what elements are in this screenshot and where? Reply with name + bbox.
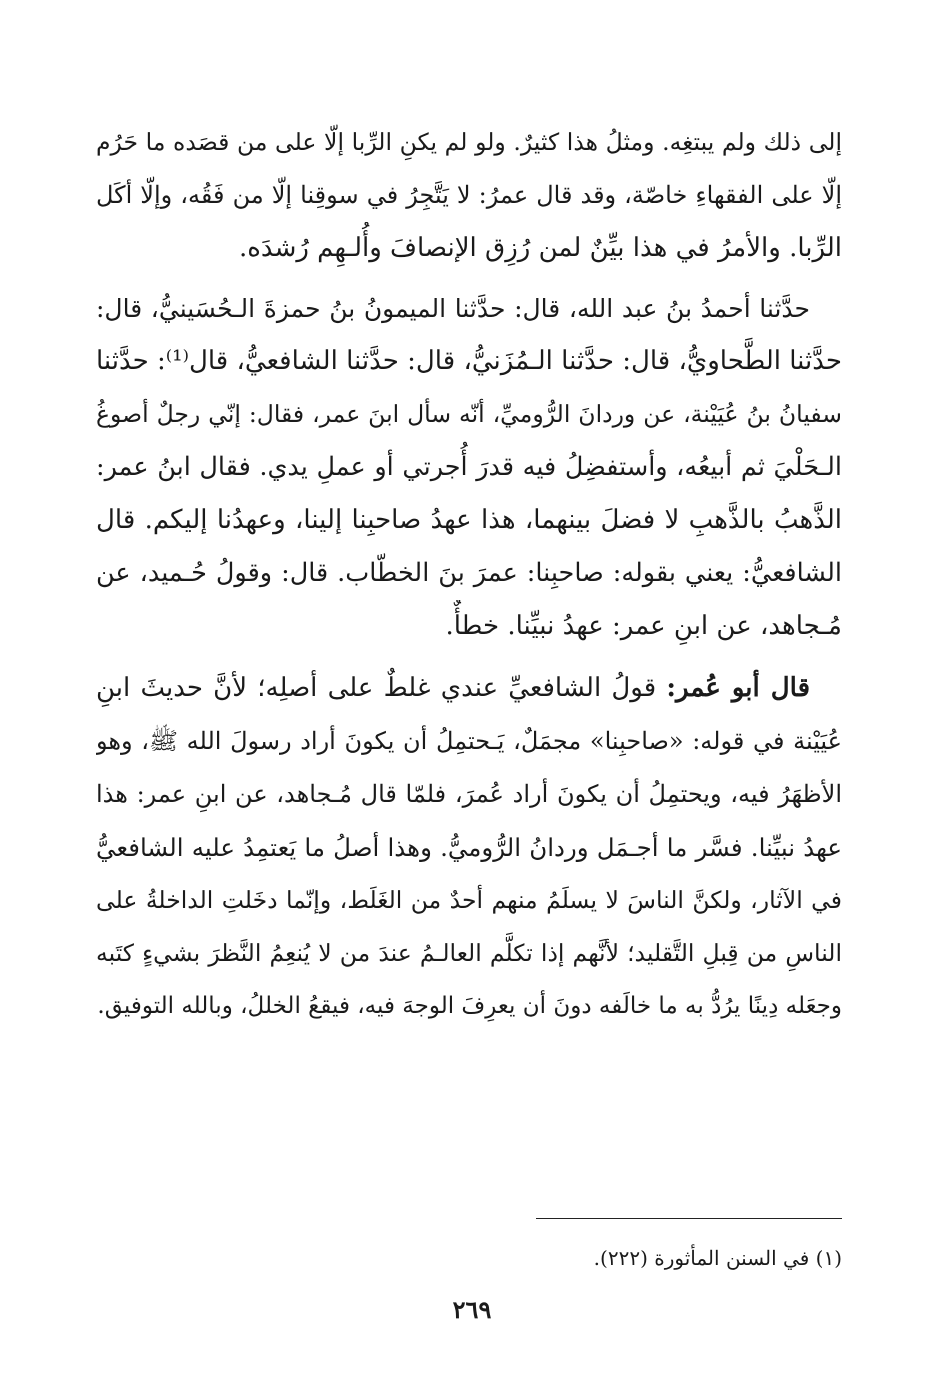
text-line: وجعَله دِينًا يرُدُّ به ما خالَفه دونَ أن يعرِفَ الوجهَ فيه، فيقعُ الخللُ، وبالله التوفيق.	[97, 993, 842, 1019]
text-line: إلّا على الفقهاءِ خاصّة، وقد قال عمرُ: لا يَتَّجِرُ في سوقِنا إلّا من فَقُه، وإلّا أكَل	[96, 181, 842, 209]
paragraph-1	[96, 116, 842, 275]
text-line: الذَّهبُ بالذَّهبِ لا فضلَ بينهما، هذا عهدُ صاحبِنا إلينا، وعهدُنا إليكم. قال	[96, 505, 842, 535]
text-line: الشافعيُّ: يعني بقوله: صاحبِنا: عمرَ بنَ الخطّاب. قال: وقولُ حُـميد، عن	[96, 558, 842, 588]
text-line: الرِّبا. والأمرُ في هذا بيِّنٌ لمن رُزِق الإنصافَ وأُلـهِم رُشدَه.	[239, 233, 842, 263]
text-line-rest: قولُ الشافعيِّ عندي غلطٌ على أصلِه؛ لأنَّ حديثَ ابنِ	[96, 673, 667, 703]
text-line: الأظهَرُ فيه، ويحتمِلُ أن يكونَ أراد عُمرَ، فلمّا قال مُـجاهد، عن ابنِ عمر: هذا	[96, 780, 842, 808]
text-line: حدَّثنا الطَّحاويُّ، قال: حدَّثنا الـمُزَنيُّ، قال: حدَّثنا الشافعيُّ، قال⁽¹⁾: حدَّثنا	[96, 346, 842, 376]
text-line: سفيانُ بنُ عُيَيْنة، عن وردانَ الرُّوميِّ، أنّه سأل ابنَ عمر، فقال: إنّي رجلٌ أصوغُ	[96, 400, 842, 428]
text-line: عهدُ نبيِّنا. فسَّر ما أجـمَل وردانُ الرُّوميُّ. وهذا أصلُ ما يَعتمِدُ عليه الشافعيُّ	[96, 833, 842, 862]
text-line: الـحَلْيَ ثم أبيعُه، وأستفضِلُ فيه قدرَ أُجرتي أو عملِ يدي. فقال ابنُ عمر:	[96, 452, 842, 482]
text-line: عُيَيْنة في قوله: «صاحبِنا» مجمَلٌ، يَـحتمِلُ أن يكونَ أراد رسولَ الله ﷺ، وهو	[96, 727, 842, 755]
text-line: إلى ذلك ولم يبتغِه. ومثلُ هذا كثيرٌ. ولو لم يكنِ الرِّبا إلّا على من قصَده ما حَرُم	[96, 128, 842, 156]
text-line	[96, 662, 842, 715]
text-line: الناسِ من قِبلِ التَّقليد؛ لأنَّهم إذا تكلَّم العالـمُ عندَ من لا يُنعِمُ النَّظرَ بشيءٍ كتَبه	[96, 939, 842, 967]
footnote: (١) في السنن المأثورة (٢٢٢).	[593, 1246, 842, 1270]
paragraph-3	[96, 662, 842, 1033]
paragraph-lead: قال أبو عُمر:	[666, 673, 810, 703]
page-number: ٢٦٩	[452, 1295, 492, 1324]
paragraph-2	[96, 282, 842, 653]
text-line: في الآثار، ولكنَّ الناسَ لا يسلَمُ منهم أحدٌ من الغَلَط، وإنّما دخَلتِ الداخلةُ على	[96, 886, 842, 914]
footnote-divider	[536, 1218, 842, 1219]
text-line: مُـجاهد، عن ابنِ عمر: عهدُ نبيِّنا. خطأٌ.	[445, 611, 842, 641]
text-line: حدَّثنا أحمدُ بنُ عبد الله، قال: حدَّثنا الميمونُ بنُ حمزةَ الـحُسَينيُّ، قال:	[96, 294, 810, 323]
